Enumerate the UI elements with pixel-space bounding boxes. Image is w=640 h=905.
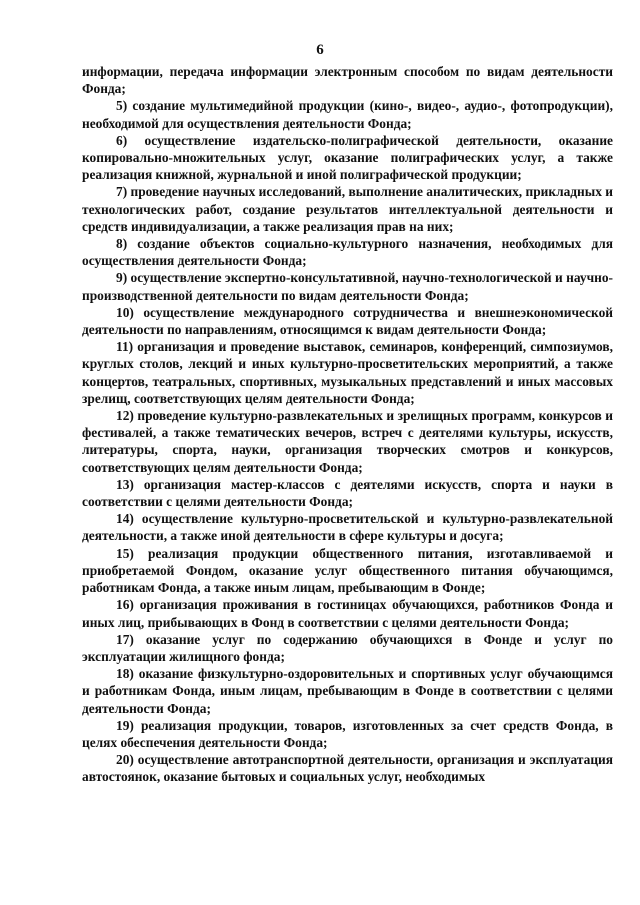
list-item-5: 5) создание мультимедийной продукции (кино-, видео-, аудио-, фотопродукции), необходимой для осуществления деятельности Фонда; <box>82 98 613 131</box>
list-item-16: 16) организация проживания в гостиницах обучающихся, работников Фонда и иных лиц, прибывающих в Фонд в соответствии с целями деятельности Фонда; <box>82 597 613 630</box>
list-item-11: 11) организация и проведение выставок, семинаров, конференций, симпозиумов, круглых столов, лекций и иных культурно-просветительских мероприятий, а также концертов, театральных, спортивных, музыкальных представлений и иных массовых зрелищ, соответствующих целям деятельности Фонда; <box>82 339 613 406</box>
list-item-17: 17) оказание услуг по содержанию обучающихся в Фонде и услуг по эксплуатации жилищного фонда; <box>82 631 613 664</box>
page-number: 6 <box>316 42 324 58</box>
list-item-10: 10) осуществление международного сотрудничества и внешнеэкономической деятельности по направлениям, относящимся к видам деятельности Фонда; <box>82 304 613 338</box>
list-item-20: 20) осуществление автотранспортной деятельности, организация и эксплуатация автостоянок, оказание бытовых и социальных услуг, необходимых <box>82 752 613 785</box>
list-item-19: 19) реализация продукции, товаров, изготовленных за счет средств Фонда, в целях обеспечения деятельности Фонда; <box>82 717 613 750</box>
list-item-12: 12) проведение культурно-развлекательных и зрелищных программ, конкурсов и фестивалей, а также тематических вечеров, встреч с деятелями культуры, искусств, литературы, спорта, науки, организация творческих смотров и конкурсов, соответствующих целям деятельности Фонда; <box>82 408 613 475</box>
list-item-9: 9) осуществление экспертно-консультативной, научно-технологической и научно-производственной деятельности по видам деятельности Фонда; <box>82 270 613 303</box>
list-item-13: 13) организация мастер-классов с деятелями искусств, спорта и науки в соответствии с целями деятельности Фонда; <box>82 476 613 510</box>
list-item-8: 8) создание объектов социально-культурного назначения, необходимых для осуществления деятельности Фонда; <box>82 236 613 269</box>
list-item-6: 6) осуществление издательско-полиграфической деятельности, оказание копировально-множительных услуг, оказание полиграфических услуг, а также реализация книжной, журнальной и иной полиграфической продукции; <box>82 132 613 183</box>
list-item-18: 18) оказание физкультурно-оздоровительных и спортивных услуг обучающимся и работникам Фонда, иным лицам, пребывающим в Фонде в соответствии с целями деятельности Фонда; <box>82 666 613 716</box>
document-body <box>82 63 613 786</box>
list-item-15: 15) реализация продукции общественного питания, изготавливаемой и приобретаемой Фондом, оказание услуг общественного питания обучающимся, работникам Фонда, а также иным лицам, пребывающим в Фонде; <box>82 545 613 596</box>
list-item-7: 7) проведение научных исследований, выполнение аналитических, прикладных и технологических работ, создание результатов интеллектуальной деятельности и средств индивидуализации, а также реализация прав на них; <box>82 184 613 234</box>
paragraph-continuation: информации, передача информации электронным способом по видам деятельности Фонда; <box>82 64 613 97</box>
list-item-14: 14) осуществление культурно-просветительской и культурно-развлекательной деятельности, а также иной деятельности в сфере культуры и досуга; <box>82 511 613 544</box>
